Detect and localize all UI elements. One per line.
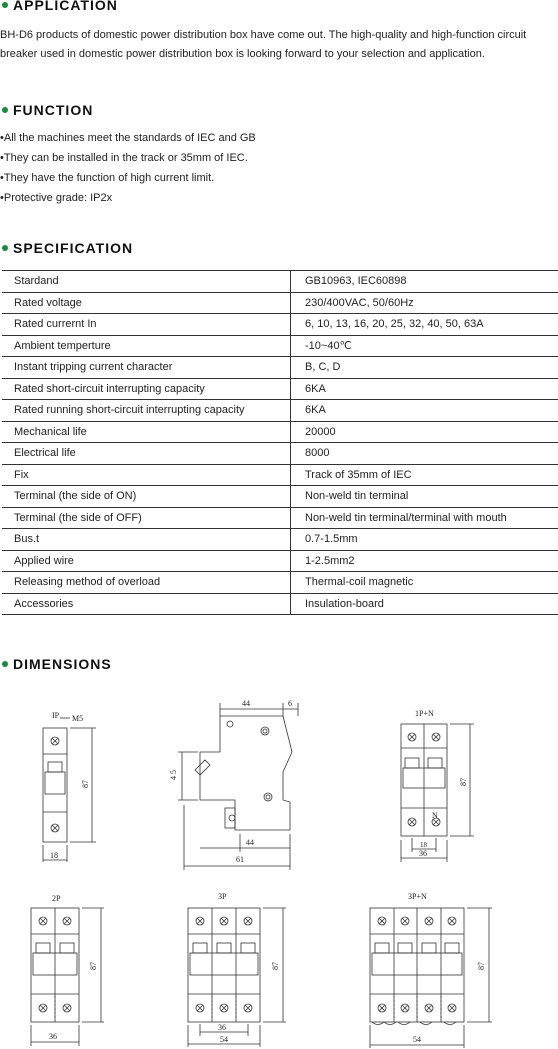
drawing-3p — [188, 892, 286, 1047]
table-row — [2, 378, 558, 400]
spec-value: B, C, D — [291, 357, 558, 379]
spec-value: 8000 — [291, 443, 558, 465]
label-87-2p: 87 — [89, 962, 98, 970]
application-text: BH-D6 products of domestic power distribution box have come out. The high-quality and high-function circuit breaker used in domestic power distribution box is looking forward to your selection and application. — [0, 29, 527, 60]
label-36-2p: 36 — [49, 1032, 57, 1041]
label-87-1pn: 87 — [459, 778, 468, 786]
function-list — [0, 128, 558, 208]
label-45: 4 5 — [169, 770, 178, 780]
spec-label: Fix — [2, 464, 291, 486]
table-row — [2, 400, 558, 422]
list-item: • They have the function of high current limit. — [0, 168, 558, 188]
bullet-dot-icon — [2, 107, 8, 113]
label-61: 61 — [236, 855, 244, 864]
spec-value: 6KA — [291, 378, 558, 400]
label-44-top: 44 — [242, 699, 250, 708]
label-18-1pn: 18 — [420, 841, 427, 849]
dimensions-heading — [0, 656, 112, 672]
table-row — [2, 593, 558, 615]
spec-value: 20000 — [291, 421, 558, 443]
label-87-3pn: 87 — [477, 962, 486, 970]
label-36-3p: 36 — [218, 1023, 226, 1032]
label-3pn: 3P+N — [408, 892, 427, 901]
drawing-1pn — [401, 709, 474, 862]
spec-value: Insulation-board — [291, 593, 558, 615]
table-row — [2, 572, 558, 594]
specification-title: SPECIFICATION — [13, 240, 134, 256]
label-54-3p: 54 — [220, 1035, 228, 1044]
label-18: 18 — [50, 851, 58, 860]
spec-value: Non-weld tin terminal/terminal with mouth — [291, 507, 558, 529]
spec-label: Terminal (the side of ON) — [2, 486, 291, 508]
table-row — [2, 357, 558, 379]
spec-label: Rated short-circuit interrupting capacity — [2, 378, 291, 400]
table-row — [2, 292, 558, 314]
application-heading — [0, 0, 118, 13]
table-row — [2, 443, 558, 465]
spec-value: 6, 10, 13, 16, 20, 25, 32, 40, 50, 63A — [291, 314, 558, 336]
dimensions-title: DIMENSIONS — [13, 656, 112, 672]
drawing-3pn — [370, 892, 492, 1048]
specification-heading — [0, 240, 133, 256]
drawing-1p — [43, 711, 96, 862]
label-2p: 2P — [52, 894, 61, 903]
label-54-3pn: 54 — [413, 1035, 421, 1044]
list-item: • Protective grade: IP2x — [0, 188, 558, 208]
spec-label: Ambient temperture — [2, 335, 291, 357]
spec-label: Terminal (the side of OFF) — [2, 507, 291, 529]
label-87-3p: 87 — [271, 962, 280, 970]
label-3p: 3P — [218, 892, 227, 901]
spec-value: Non-weld tin terminal — [291, 486, 558, 508]
function-title: FUNCTION — [13, 102, 94, 118]
spec-value: 230/400VAC, 50/60Hz — [291, 292, 558, 314]
table-row — [2, 464, 558, 486]
bullet-dot-icon — [2, 245, 8, 251]
list-item: • All the machines meet the standards of IEC and GB — [0, 128, 558, 148]
drawing-2p — [31, 894, 104, 1046]
spec-value: 0.7-1.5mm — [291, 529, 558, 551]
label-ip: IP — [52, 711, 60, 720]
spec-value: 1-2.5mm2 — [291, 550, 558, 572]
bullet-dot-icon — [2, 661, 8, 667]
label-44-bottom: 44 — [246, 838, 254, 847]
list-item: • They can be installed in the track or 35mm of IEC. — [0, 148, 558, 168]
spec-value: Track of 35mm of IEC — [291, 464, 558, 486]
spec-label: Electrical life — [2, 443, 291, 465]
drawing-side — [169, 699, 298, 870]
spec-label: Mechanical life — [2, 421, 291, 443]
spec-label: Bus.t — [2, 529, 291, 551]
spec-label: Instant tripping current character — [2, 357, 291, 379]
table-row — [2, 529, 558, 551]
label-1pn: 1P+N — [415, 709, 434, 718]
table-row — [2, 314, 558, 336]
label-m5: M5 — [72, 714, 84, 723]
bullet-dot-icon — [2, 2, 8, 8]
label-n: N — [432, 811, 438, 820]
spec-label: Rated currernt In — [2, 314, 291, 336]
spec-value: GB10963, IEC60898 — [291, 271, 558, 293]
spec-label: Stardand — [2, 271, 291, 293]
label-87: 87 — [81, 780, 90, 788]
spec-label: Applied wire — [2, 550, 291, 572]
dimension-drawings — [0, 690, 558, 1049]
spec-label: Rated voltage — [2, 292, 291, 314]
table-row — [2, 507, 558, 529]
label-6: 6 — [288, 699, 292, 708]
label-36-1pn: 36 — [419, 849, 427, 858]
table-row — [2, 335, 558, 357]
function-heading — [0, 102, 93, 118]
table-row — [2, 271, 558, 293]
application-title: APPLICATION — [13, 0, 118, 13]
spec-label: Releasing method of overload — [2, 572, 291, 594]
specification-table — [2, 270, 558, 615]
table-row — [2, 421, 558, 443]
spec-value: Thermal-coil magnetic — [291, 572, 558, 594]
spec-label: Accessories — [2, 593, 291, 615]
table-row — [2, 550, 558, 572]
spec-value: -10~40℃ — [291, 335, 558, 357]
table-row — [2, 486, 558, 508]
spec-label: Rated running short-circuit interrupting capacity — [2, 400, 291, 422]
spec-value: 6KA — [291, 400, 558, 422]
